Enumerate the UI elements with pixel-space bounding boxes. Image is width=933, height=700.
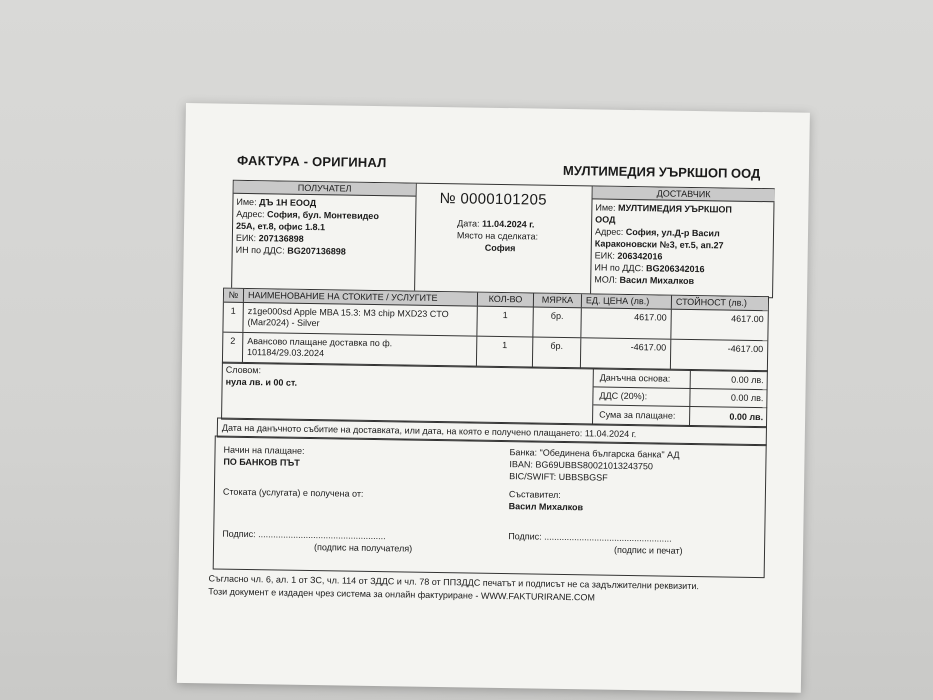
supplier-address-row: Адрес: София, ул.Д-р Васил (594, 226, 720, 239)
invoice-date-row: Дата: 11.04.2024 г. (457, 218, 535, 230)
recipient-heading: ПОЛУЧАТЕЛ (234, 181, 416, 197)
col-name: НАИМЕНОВАНИЕ НА СТОКИТЕ / УСЛУГИТЕ (244, 289, 478, 306)
tax-event-row: Дата на данъчното събитие на доставката, или дата, на която е получено плащането: 11.04.2024 г. (217, 418, 767, 447)
table-row: 1 z1ge000sd Apple MBA 15.3: M3 chip MXD23 CTO (Mar2024) - Silver 1 бр. 4617.00 4617.00 (223, 303, 767, 342)
payment-method: ПО БАНКОВ ПЪТ (223, 456, 300, 468)
amount-in-words: нула лв. и 00 ст. (225, 376, 298, 388)
col-total: СТОЙНОСТ (лв.) (675, 296, 748, 308)
invoice-place-label: Място на сделката: (456, 230, 539, 242)
recipient-vat-row: ИН по ДДС: BG207136898 (235, 244, 346, 257)
invoice-info (414, 184, 592, 295)
supplier-heading: ДОСТАВЧИК (593, 186, 775, 202)
iban: IBAN: BG69UBBS80021013243750 (509, 459, 654, 472)
recipient-name-row: Име: ДЪ 1Н ЕООД (236, 196, 317, 209)
words-label: Словом: (225, 364, 262, 376)
col-price: ЕД. ЦЕНА (лв.) (582, 294, 672, 308)
supplier-vat-row: ИН по ДДС: BG206342016 (594, 262, 705, 275)
invoice-place: София (484, 242, 516, 254)
total-value: 0.00 лв. (729, 411, 764, 423)
table-row: 2 Авансово плащане доставка по ф. 101184/29.03.2024 1 бр. -4617.00 -4617.00 (223, 333, 767, 372)
bank-name: Банка: "Обединена българска банка" АД (509, 447, 680, 460)
total-label: Сума за плащане: (599, 409, 676, 421)
footer-system-note: Този документ е издаден чрез система за онлайн фактуриране - WWW.FAKTURIRANE.COM (208, 586, 595, 603)
top-block (231, 180, 775, 298)
composer-signature-line: Подпис: ................................................... (508, 531, 672, 544)
tax-base-value: 0.00 лв. (731, 374, 764, 386)
supplier-mol-row: МОЛ: Васил Михалков (594, 274, 695, 287)
vat-label: ДДС (20%): (599, 390, 648, 402)
supplier-name-row: Име: МУЛТИМЕДИЯ УЪРКШОП (595, 202, 732, 215)
composer-name: Васил Михалков (508, 501, 584, 513)
recipient-name: ДЪ 1Н ЕООД (259, 197, 317, 209)
invoice-paper (177, 103, 810, 693)
invoice-number: № 0000101205 (439, 189, 547, 209)
recipient-box (232, 181, 417, 292)
supplier-address-line2: Караконовски №3, ет.5, ап.27 (594, 238, 724, 251)
composer-label: Съставител: (508, 489, 561, 500)
recipient-eik-row: ЕИК: 207136898 (235, 232, 304, 244)
payment-block (213, 435, 767, 578)
totals (592, 368, 768, 427)
recipient-address-line2: 25А, ет.8, офис 1.8.1 (235, 220, 326, 233)
recipient-signature-caption: (подпис на получателя) (313, 542, 413, 554)
footer-legal-note: Съгласно чл. 6, ал. 1 от ЗС, чл. 114 от ЗДДС и чл. 78 от ППЗДДС печатът и подписът не са задължителни реквизити. (208, 573, 699, 592)
supplier-eik-row: ЕИК: 206342016 (594, 250, 663, 262)
document-title: ФАКТУРА - ОРИГИНАЛ (236, 152, 387, 171)
items-table (222, 288, 769, 373)
supplier-name-line2: ООД (595, 214, 616, 225)
col-no: № (224, 289, 244, 302)
col-unit: МЯРКА (534, 293, 582, 307)
bic-swift: BIC/SWIFT: UBBSBGSF (509, 471, 608, 483)
vat-value: 0.00 лв. (730, 392, 764, 404)
recipient-signature-line: Подпис: ................................................... (222, 528, 386, 542)
recipient-address-row: Адрес: София, бул. Монтевидео (236, 208, 379, 222)
tax-base-label: Данъчна основа: (599, 372, 671, 384)
payment-method-label: Начин на плащане: (223, 444, 305, 456)
received-by-label: Стоката (услугата) е получена от: (222, 486, 364, 499)
composer-signature-caption: (подпис и печат) (613, 544, 683, 556)
supplier-box (590, 186, 775, 297)
issuer-company: МУЛТИМЕДИЯ УЪРКШОП ООД (562, 162, 761, 182)
col-qty: КОЛ-ВО (478, 293, 534, 307)
